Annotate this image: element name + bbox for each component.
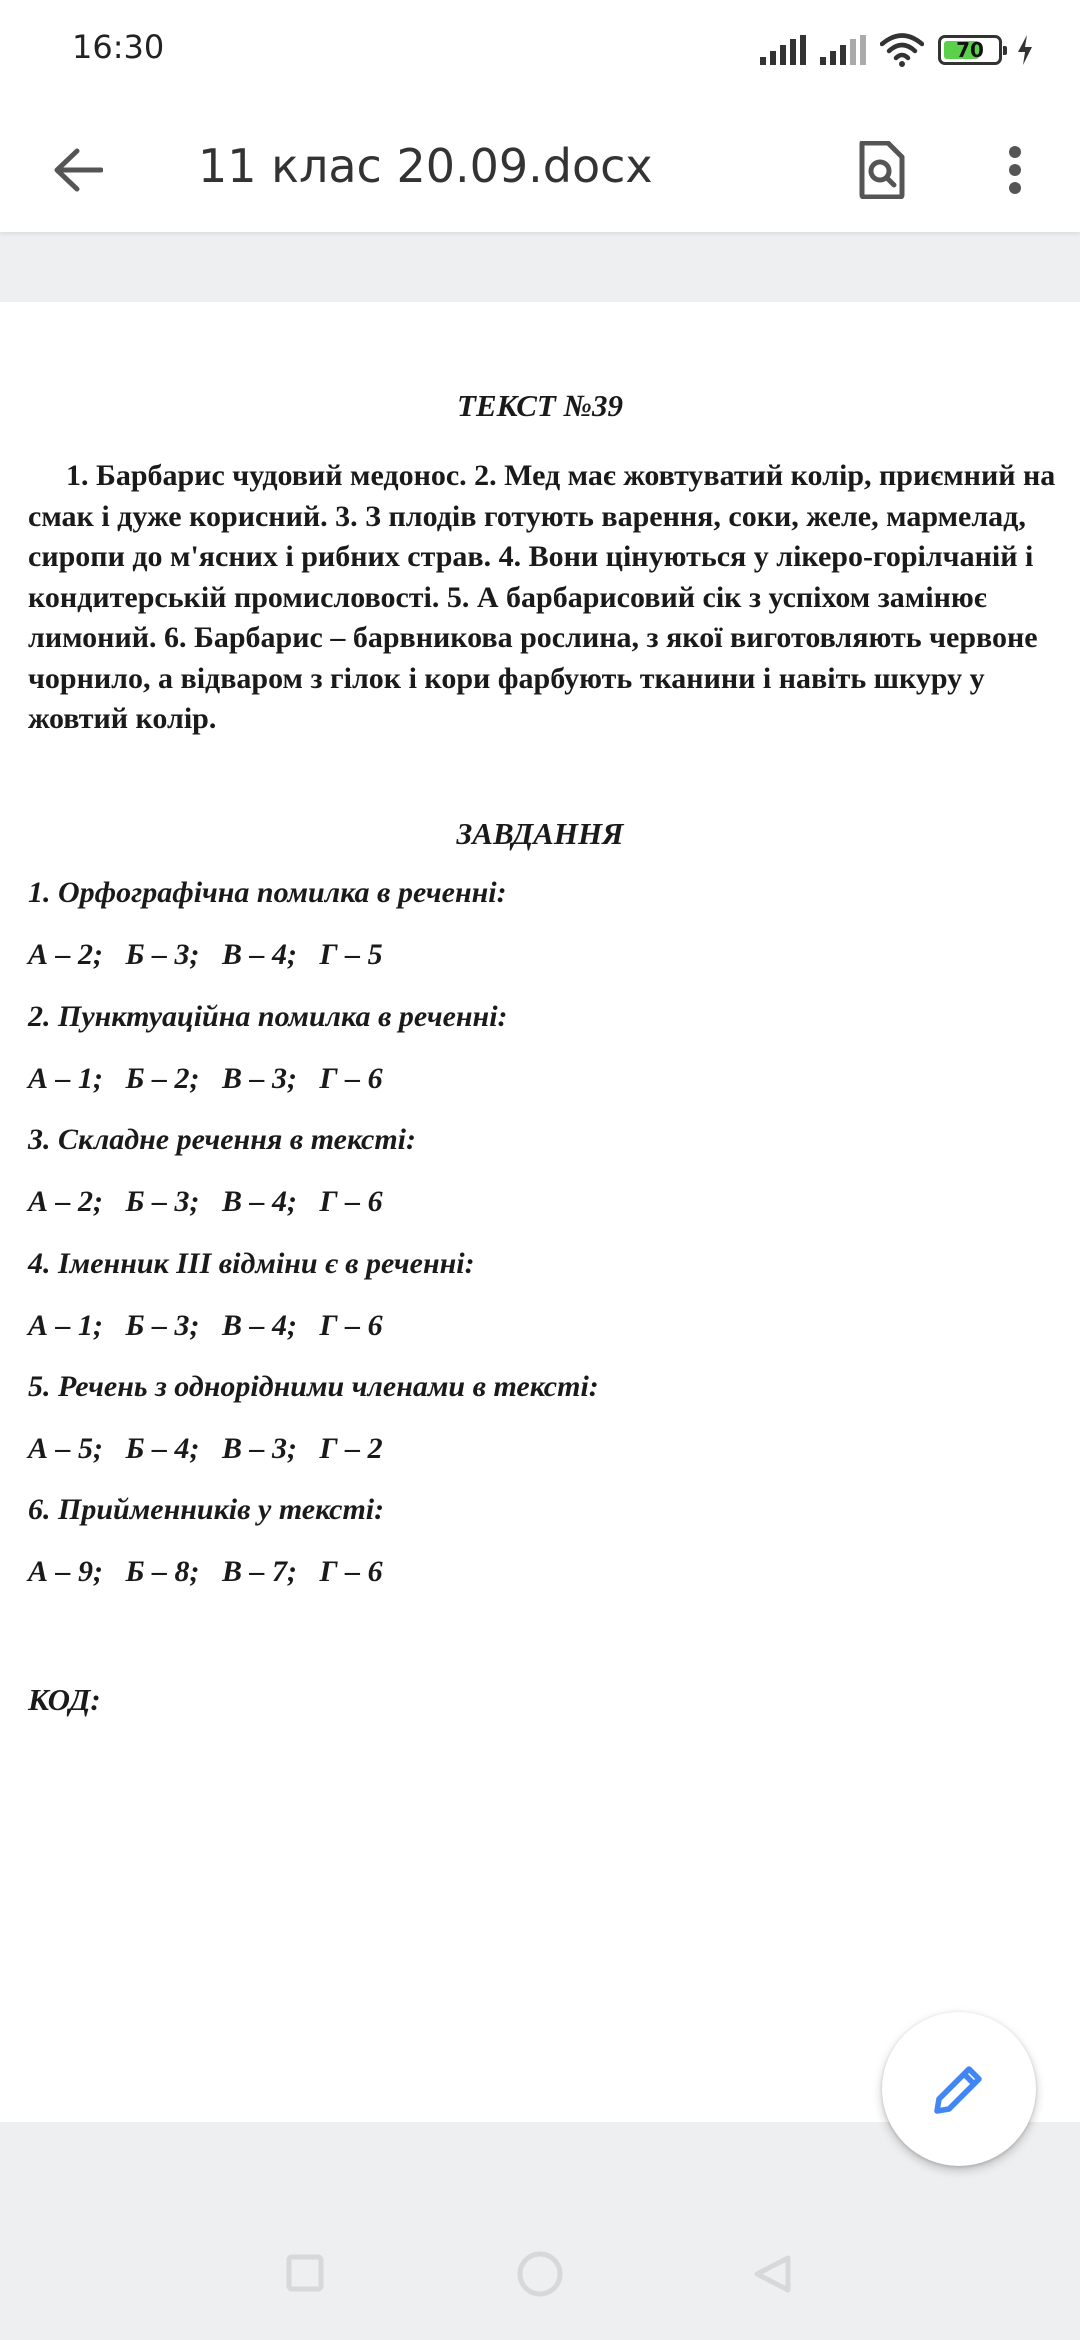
document-page[interactable]: [0, 302, 1080, 2122]
question-2: 2. Пунктуаційна помилка в реченні:: [28, 1000, 508, 1033]
find-in-document-button[interactable]: [838, 122, 926, 218]
more-options-button[interactable]: [975, 122, 1055, 218]
question-4: 4. Іменник III відміни є в реченні:: [28, 1247, 475, 1280]
signal-icon: [760, 35, 806, 65]
answer-options-4: А – 1; Б – 3; В – 4; Г – 6: [28, 1309, 383, 1342]
pencil-icon: [931, 2061, 987, 2117]
circle-icon[interactable]: [516, 2250, 564, 2298]
question-3: 3. Складне речення в тексті:: [28, 1123, 417, 1156]
answer-options-6: А – 9; Б – 8; В – 7; Г – 6: [28, 1555, 383, 1588]
wifi-icon: [880, 33, 924, 67]
answer-options-1: А – 2; Б – 3; В – 4; Г – 5: [28, 938, 383, 971]
app-toolbar: [0, 100, 1080, 232]
arrow-back-icon: [53, 148, 103, 192]
more-vert-icon: [1008, 145, 1022, 195]
status-bar: [0, 0, 1080, 100]
code-label: КОД:: [28, 1682, 101, 1717]
battery-icon: [938, 35, 1002, 65]
back-button[interactable]: [30, 122, 126, 218]
battery-level: 70: [956, 38, 984, 62]
charging-icon: [1016, 35, 1034, 65]
tasks-heading: ЗАВДАННЯ: [456, 816, 624, 851]
question-6: 6. Прийменників у тексті:: [28, 1493, 385, 1526]
status-time: 16:30: [72, 28, 165, 66]
answer-options-2: А – 1; Б – 2; В – 3; Г – 6: [28, 1062, 383, 1095]
document-title: 11 клас 20.09.docx: [198, 139, 653, 193]
text-heading: ТЕКСТ №39: [457, 388, 623, 423]
triangle-icon[interactable]: [752, 2254, 792, 2294]
answer-options-3: А – 2; Б – 3; В – 4; Г – 6: [28, 1185, 383, 1218]
question-5: 5. Речень з однорідними членами в тексті:: [28, 1370, 599, 1403]
status-icons: [760, 30, 1034, 70]
answer-options-5: А – 5; Б – 4; В – 3; Г – 2: [28, 1432, 383, 1465]
find-in-document-icon: [858, 141, 906, 199]
square-icon[interactable]: [286, 2254, 324, 2292]
signal-icon-secondary: [820, 35, 866, 65]
question-1: 1. Орфографічна помилка в реченні:: [28, 876, 507, 909]
text-paragraph: 1. Барбарис чудовий медонос. 2. Мед має жовтуватий колір, приємний на смак і дуже корисний. 3. З плодів готують варення, соки, желе, мармелад, сиропи до м'ясних і рибних страв. 4. Вони цінуються у лікеро-горілчаній і кондитерській промисловості. 5. А барбарисовий сік з успіхом замінює лимоний. 6. Барбарис – барвникова рослина, з якої виготовляють червоне чорнило, а відваром з гілок і кори фарбують тканини і навіть шкуру у жовтий колір.: [28, 459, 1056, 735]
edit-button[interactable]: [882, 2012, 1036, 2166]
